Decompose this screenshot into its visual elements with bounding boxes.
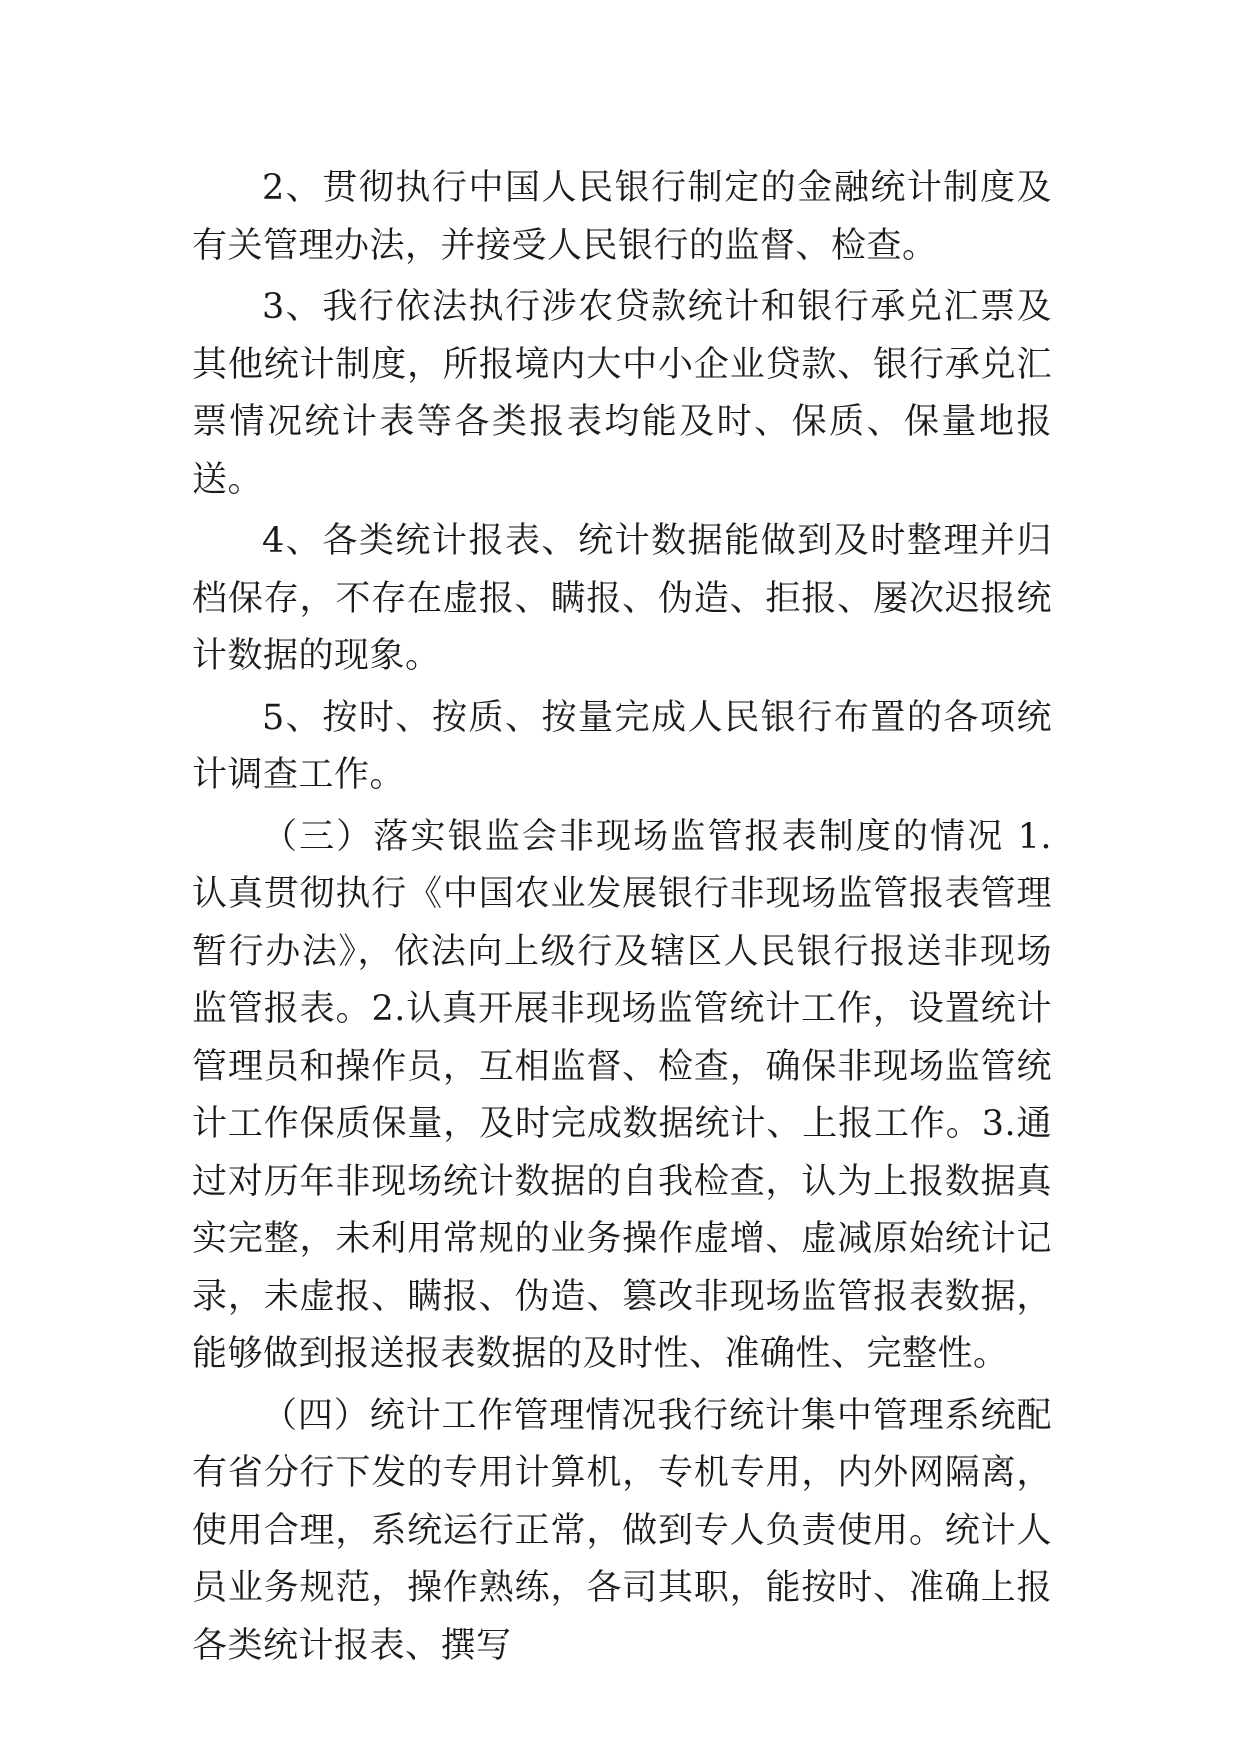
paragraph-item-2: 2、贯彻执行中国人民银行制定的金融统计制度及有关管理办法，并接受人民银行的监督、检查。 [192,168,1052,266]
paragraph-item-5: 5、按时、按质、按量完成人民银行布置的各项统计调查工作。 [192,697,1052,795]
document-body [192,160,1052,1679]
paragraph-section-4: （四）统计工作管理情况我行统计集中管理系统配有省分行下发的专用计算机，专机专用，内外网隔离，使用合理，系统运行正常，做到专人负责使用。统计人员业务规范，操作熟练，各司其职，能按时、准确上报各类统计报表、撰写 [192,1395,1052,1666]
paragraph-item-3: 3、我行依法执行涉农贷款统计和银行承兑汇票及其他统计制度，所报境内大中小企业贷款、银行承兑汇票情况统计表等各类报表均能及时、保质、保量地报送。 [192,287,1052,500]
paragraph-item-4: 4、各类统计报表、统计数据能做到及时整理并归档保存，不存在虚报、瞒报、伪造、拒报、屡次迟报统计数据的现象。 [192,521,1052,676]
paragraph-section-3: （三）落实银监会非现场监管报表制度的情况 1.认真贯彻执行《中国农业发展银行非现场监管报表管理暂行办法》，依法向上级行及辖区人民银行报送非现场监管报表。2.认真开展非现场监管统计工作，设置统计管理员和操作员，互相监督、检查，确保非现场监管统计工作保质保量，及时完成数据统计、上报工作。3.通过对历年非现场统计数据的自我检查，认为上报数据真实完整，未利用常规的业务操作虚增、虚减原始统计记录，未虚报、瞒报、伪造、篡改非现场监管报表数据，能够做到报送报表数据的及时性、准确性、完整性。 [192,816,1052,1374]
